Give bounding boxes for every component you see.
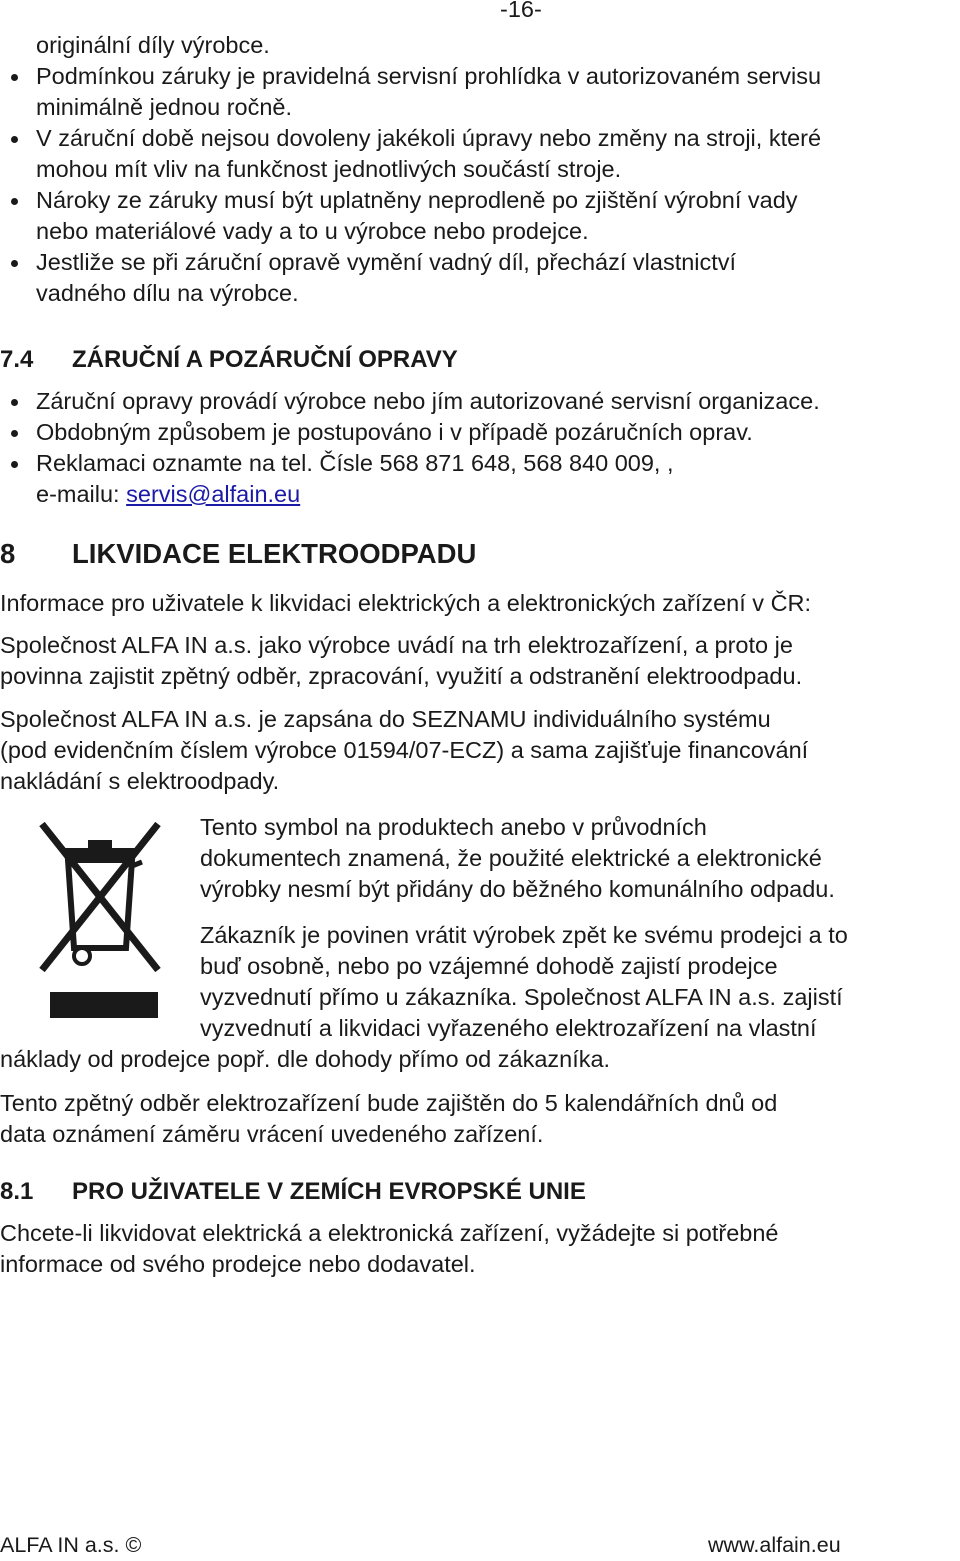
footer-company: ALFA IN a.s. © xyxy=(0,1533,142,1557)
text-line: výrobky nesmí být přidány do běžného komunálního odpadu. xyxy=(200,876,835,902)
text-line: Společnost ALFA IN a.s. jako výrobce uvádí na trh elektrozařízení, a proto je xyxy=(0,632,793,658)
customer-paragraph-end: náklady od prodejce popř. dle dohody přímo od zákazníka. xyxy=(0,1046,611,1072)
paragraph xyxy=(0,704,958,797)
list-item-line: Reklamaci oznamte na tel. Čísle 568 871 648, 568 840 009, , xyxy=(36,450,674,476)
section-number: 7.4 xyxy=(0,346,34,373)
return-paragraph xyxy=(0,1088,958,1150)
list-item-line: vadného dílu na výrobce. xyxy=(36,280,299,306)
text-line: data oznámení záměru vrácení uvedeného zařízení. xyxy=(0,1121,544,1147)
paragraph xyxy=(0,630,958,692)
page-number: -16- xyxy=(500,0,542,22)
bullet-icon xyxy=(11,399,18,406)
list-item-line: Podmínkou záruky je pravidelná servisní prohlídka v autorizovaném servisu xyxy=(36,63,822,89)
text-line: Chcete-li likvidovat elektrická a elektronická zařízení, vyžádejte si potřebné xyxy=(0,1220,779,1246)
text-line: (pod evidenčním číslem výrobce 01594/07-ECZ) a sama zajišťuje financování xyxy=(0,737,809,763)
email-line xyxy=(36,479,960,510)
section-number: 8 xyxy=(0,538,16,569)
section-heading-8 xyxy=(0,538,476,569)
text-line: vyzvednutí přímo u zákazníka. Společnost ALFA IN a.s. zajistí xyxy=(200,984,843,1010)
bullet-icon xyxy=(11,260,18,267)
list-item-line: nebo materiálové vady a to u výrobce nebo prodejce. xyxy=(36,218,589,244)
eu-paragraph xyxy=(0,1218,958,1280)
list-item xyxy=(0,247,960,309)
intro-paragraph: Informace pro uživatele k likvidaci elektrických a elektronických zařízení v ČR: xyxy=(0,590,812,616)
text-line: Společnost ALFA IN a.s. je zapsána do SEZNAMU individuálního systému xyxy=(0,706,771,732)
customer-paragraph xyxy=(200,920,960,1044)
repairs-list xyxy=(0,386,960,510)
email-label: e-mailu: xyxy=(36,481,127,507)
bullet-icon xyxy=(11,74,18,81)
section-title: PRO UŽIVATELE V ZEMÍCH EVROPSKÉ UNIE xyxy=(72,1178,586,1205)
list-item xyxy=(0,61,960,123)
text-line: Tento symbol na produktech anebo v průvodních xyxy=(200,814,707,840)
list-item-line: V záruční době nejsou dovoleny jakékoli úpravy nebo změny na stroji, které xyxy=(36,125,822,151)
list-item-line: Záruční opravy provádí výrobce nebo jím autorizované servisní organizace. xyxy=(36,388,820,414)
text-line: informace od svého prodejce nebo dodavatel. xyxy=(0,1251,476,1277)
list-item xyxy=(0,386,960,417)
section-number: 8.1 xyxy=(0,1178,34,1205)
list-item-line: minimálně jednou ročně. xyxy=(36,94,293,120)
footer-website: www.alfain.eu xyxy=(708,1533,841,1557)
list-item-line: Obdobným způsobem je postupováno i v případě pozáručních oprav. xyxy=(36,419,753,445)
crossed-out-wheelie-bin-icon xyxy=(36,820,164,1020)
bullet-icon xyxy=(11,430,18,437)
list-item xyxy=(0,123,960,185)
text-line: vyzvednutí a likvidaci vyřazeného elektrozařízení na vlastní xyxy=(200,1015,817,1041)
list-item xyxy=(0,448,960,510)
bullet-icon xyxy=(11,136,18,143)
section-heading-7-4 xyxy=(0,344,458,375)
warranty-list xyxy=(0,30,960,309)
text-line: nakládání s elektroodpady. xyxy=(0,768,280,794)
list-item xyxy=(0,417,960,448)
text-line: buď osobně, nebo po vzájemné dohodě zajistí prodejce xyxy=(200,953,778,979)
list-item xyxy=(0,185,960,247)
section-title: ZÁRUČNÍ A POZÁRUČNÍ OPRAVY xyxy=(72,346,458,373)
text-line: Tento zpětný odběr elektrozařízení bude zajištěn do 5 kalendářních dnů od xyxy=(0,1090,778,1116)
list-item-line: Nároky ze záruky musí být uplatněny neprodleně po zjištění výrobní vady xyxy=(36,187,798,213)
list-continuation: originální díly výrobce. xyxy=(36,32,270,58)
list-item-line: mohou mít vliv na funkčnost jednotlivých součástí stroje. xyxy=(36,156,622,182)
symbol-description xyxy=(200,812,960,905)
bullet-icon xyxy=(11,461,18,468)
text-line: povinna zajistit zpětný odběr, zpracování, využití a odstranění elektroodpadu. xyxy=(0,663,803,689)
bullet-icon xyxy=(11,198,18,205)
email-link[interactable]: servis@alfain.eu xyxy=(126,481,301,507)
section-title: LIKVIDACE ELEKTROODPADU xyxy=(72,538,477,569)
section-heading-8-1 xyxy=(0,1176,586,1207)
list-item-line: Jestliže se při záruční opravě vymění vadný díl, přechází vlastnictví xyxy=(36,249,737,275)
text-line: dokumentech znamená, že použité elektrické a elektronické xyxy=(200,845,822,871)
text-line: Zákazník je povinen vrátit výrobek zpět ke svému prodejci a to xyxy=(200,922,848,948)
